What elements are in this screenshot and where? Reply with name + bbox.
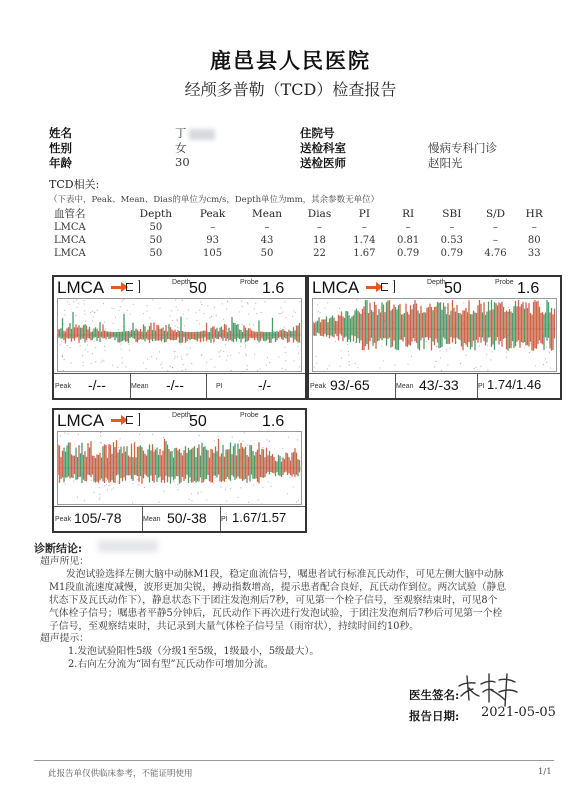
table-cell: 50 [149,222,163,233]
hints-label: 超声提示： [40,633,89,644]
column-header: Depth [139,207,173,220]
table-cell: 22 [313,248,326,259]
age-value: 30 [175,155,190,169]
table-cell: 1.74 [353,235,376,246]
peak-label: Peak [55,383,71,390]
table-cell: 18 [313,235,326,246]
peak-cell [54,507,143,532]
dept-value: 慢病专科门诊 [428,141,497,155]
doctor-sign-label: 医生签名: [409,688,460,702]
measurement-table [46,206,551,260]
mean-cell [142,507,221,532]
probe-label: Probe [495,279,514,286]
pi-value: 1.67/1.57 [232,510,287,525]
spectrum-plot [57,431,302,505]
table-row [46,221,551,234]
mean-value: 50/-38 [167,510,207,526]
column-header: Mean [252,207,283,220]
probe-label: Probe [240,412,259,419]
mean-label: Mean [131,383,149,390]
vessel-name: LMCA [57,278,105,297]
peak-value: -/-- [88,377,106,393]
mean-cell [395,374,478,399]
column-header: SBI [442,207,462,220]
diagnosis-title: 诊断结论: [34,542,83,555]
column-header: 血管名 [54,208,86,220]
table-cell: 33 [527,248,541,259]
table-header-row [46,206,551,221]
pi-label: PI [216,383,223,390]
column-header: RI [402,207,415,220]
doppler-panel-3 [52,408,307,533]
probe-value: 1.6 [517,280,540,297]
report-title: 经颅多普勒（TCD）检查报告 [184,80,397,99]
table-cell: – [449,222,455,233]
waveform-graphic [58,432,301,504]
table-cell: 0.79 [396,248,420,259]
pi-value: 1.74/1.46 [487,377,542,392]
findings-line: 子信号，至观察结束时，共记录到大量气体栓子信号呈（雨帘状），持续时间约10秒。 [49,621,420,632]
depth-value: 50 [444,280,462,297]
pi-value: -/- [258,377,272,393]
probe-icon-cone [130,413,140,426]
footer-divider [34,760,554,761]
findings-line: M1段血流速度减慢，波形更加尖锐，搏动指数增高，提示患者配合良好，瓦氏动作到位。两次试验（静息 [49,582,507,593]
inpatient-no-label: 住院号 [300,126,335,140]
probe-icon-cone [385,280,395,293]
table-cell: 4.76 [484,248,507,259]
depth-value: 50 [189,280,207,297]
table-cell: 93 [206,235,219,246]
depth-label: Depth [172,279,191,286]
name-value: 丁 [175,125,215,141]
peak-cell [54,374,131,399]
mean-value: 43/-33 [419,377,459,393]
waveform-graphic [58,299,301,371]
column-header: Dias [307,207,332,220]
pi-cell [206,374,305,399]
pi-label: PI [478,383,485,390]
table-cell: – [405,222,411,233]
tcd-section-title: TCD相关: [49,178,100,191]
peak-label: Peak [55,516,71,523]
stats-bar [54,506,305,532]
sex-label: 性别 [49,141,72,155]
table-cell: 43 [260,235,274,246]
page-number: 1/1 [538,767,552,777]
column-header: S/D [485,207,506,220]
stats-bar [54,373,305,399]
table-cell: – [317,222,322,233]
spectrum-plot [312,298,557,372]
peak-value: 105/-78 [74,510,122,526]
report-date-label: 报告日期: [409,709,460,723]
probe-value: 1.6 [262,280,285,297]
hint-item: 1.发泡试验阳性5级（分级1至5级，1级最小，5级最大）。 [68,646,320,657]
stats-bar [309,373,560,399]
depth-label: Depth [172,412,191,419]
table-cell: 0.81 [396,235,420,246]
arrow-icon [111,419,122,422]
mean-label: Mean [396,383,414,390]
depth-label: Depth [427,279,446,286]
table-cell: 50 [149,235,163,246]
name-label: 姓名 [49,126,72,140]
table-cell: – [210,222,216,233]
sex-value: 女 [175,141,187,155]
table-cell: 80 [527,235,541,246]
redacted-mark [98,540,158,552]
arrow-icon [366,286,377,289]
pi-label: PI [221,516,228,523]
table-cell: 50 [149,248,163,259]
footer-disclaimer: 此报告单仅供临床参考，不能证明使用 [48,769,193,779]
waveform-graphic [313,299,556,371]
table-row [46,234,551,247]
age-label: 年龄 [49,156,72,170]
table-cell: LMCA [54,222,86,233]
table-cell: 0.79 [440,248,463,259]
table-cell: LMCA [54,248,86,259]
column-header: Peak [199,207,226,220]
hint-item: 2.右向左分流为“固有型”瓦氏动作可增加分流。 [68,659,274,670]
table-cell: – [361,222,367,233]
column-header: HR [525,207,543,220]
table-cell: LMCA [54,235,86,246]
mean-value: -/-- [166,377,184,393]
doppler-panel-1 [52,275,307,400]
table-cell: 50 [260,248,274,259]
probe-label: Probe [240,279,259,286]
units-note: （下表中，Peak、Mean、Dias的单位为cm/s，Depth单位为mm，其余参数无单位） [49,195,380,205]
mean-label: Mean [143,516,161,523]
doctor-label: 送检医师 [300,156,346,170]
table-cell: – [531,222,537,233]
handwritten-signature [455,670,520,710]
dept-label: 送检科室 [300,141,346,155]
pi-cell [220,507,305,532]
table-cell: – [264,222,270,233]
vessel-name: LMCA [312,278,360,297]
redacted-mark [189,129,215,140]
doppler-panel-2 [307,275,562,400]
findings-label: 超声所见： [40,556,89,567]
peak-value: 93/-65 [330,377,370,393]
table-cell: 0.53 [440,235,463,246]
pi-cell [477,374,560,399]
table-cell: 1.67 [353,248,376,259]
report-date-value: 2021-05-05 [481,705,556,720]
column-header: PI [358,207,370,220]
mean-cell [130,374,207,399]
arrow-icon [111,286,122,289]
findings-line: 状态下及瓦氏动作下），静息状态下于团注发泡剂后7秒，可见第一个栓子信号，至观察结束时，可见8个 [49,595,498,606]
spectrum-plot [57,298,302,372]
probe-icon-cone [130,280,140,293]
table-cell: 105 [203,248,223,259]
hospital-name: 鹿邑县人民医院 [210,48,371,73]
doctor-value: 赵阳光 [428,156,463,170]
depth-value: 50 [189,413,207,430]
peak-cell [309,374,396,399]
table-cell: – [493,222,499,233]
probe-value: 1.6 [262,413,285,430]
table-row [46,247,551,260]
findings-line: 气体栓子信号；嘱患者平静5分钟后，瓦氏动作下再次进行发泡试验，于团注发泡剂后7秒后可见第一个栓 [49,608,503,619]
findings-line: 发泡试验选择左侧大脑中动脉M1段，稳定血流信号，嘱患者试行标准瓦氏动作，可见左侧大脑中动脉 [66,569,504,580]
peak-label: Peak [310,383,326,390]
table-cell: – [493,235,499,246]
vessel-name: LMCA [57,411,105,430]
